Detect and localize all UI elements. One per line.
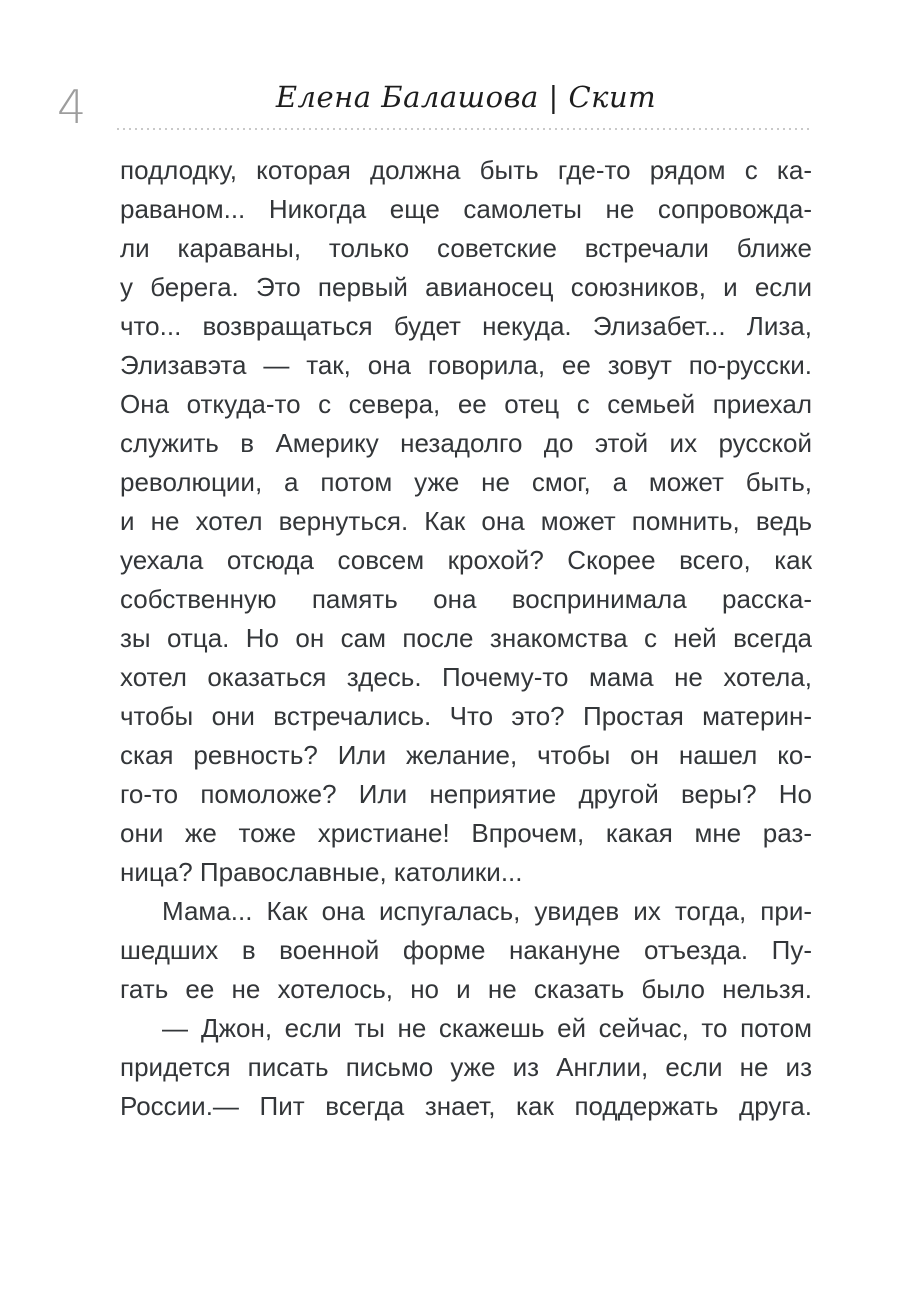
text-line: и не хотел вернуться. Как она может помнить, ведь [120,506,812,536]
text-line: они же тоже христиане! Впрочем, какая мне раз- [120,818,812,848]
text-line: Элизавэта — так, она говорила, ее зовут по-русски. [120,350,812,380]
text-line: Мама... Как она испугалась, увидев их тогда, при- [162,896,812,926]
text-line: революции, а потом уже не смог, а может быть, [120,467,812,497]
text-line: чтобы они встречались. Что это? Простая материн- [120,701,812,731]
text-line: собственную память она воспринимала расска- [120,584,812,614]
text-line: хотел оказаться здесь. Почему-то мама не хотела, [120,662,812,692]
page-body-text [120,151,812,1126]
text-line: ница? Православные, католики... [120,857,523,887]
text-line: зы отца. Но он сам после знакомства с ней всегда [120,623,812,653]
text-line: уехала отсюда совсем крохой? Скорее всего, как [120,545,812,575]
text-line: шедших в военной форме накануне отъезда. Пу- [120,935,812,965]
text-line: — Джон, если ты не скажешь ей сейчас, то потом [162,1013,812,1043]
text-line: ская ревность? Или желание, чтобы он нашел ко- [120,740,812,770]
text-line: что... возвращаться будет некуда. Элизабет... Лиза, [120,311,812,341]
text-line: раваном... Никогда еще самолеты не сопровожда- [120,194,812,224]
text-line: подлодку, которая должна быть где-то рядом с ка- [120,155,812,185]
text-line: у берега. Это первый авианосец союзников, и если [120,272,812,302]
text-line: гать ее не хотелось, но и не сказать было нельзя. [120,974,812,1004]
running-header: Елена Балашова | Скит [275,80,657,114]
text-line: России.— Пит всегда знает, как поддержать друга. [120,1091,812,1121]
text-line: придется писать письмо уже из Англии, если не из [120,1052,812,1082]
header-divider [117,128,812,130]
text-line: го-то помоложе? Или неприятие другой веры? Но [120,779,812,809]
text-line: Она откуда-то с севера, ее отец с семьей приехал [120,389,812,419]
page-number: 4 [57,80,87,134]
text-line: ли караваны, только советские встречали ближе [120,233,812,263]
text-line: служить в Америку незадолго до этой их русской [120,428,812,458]
